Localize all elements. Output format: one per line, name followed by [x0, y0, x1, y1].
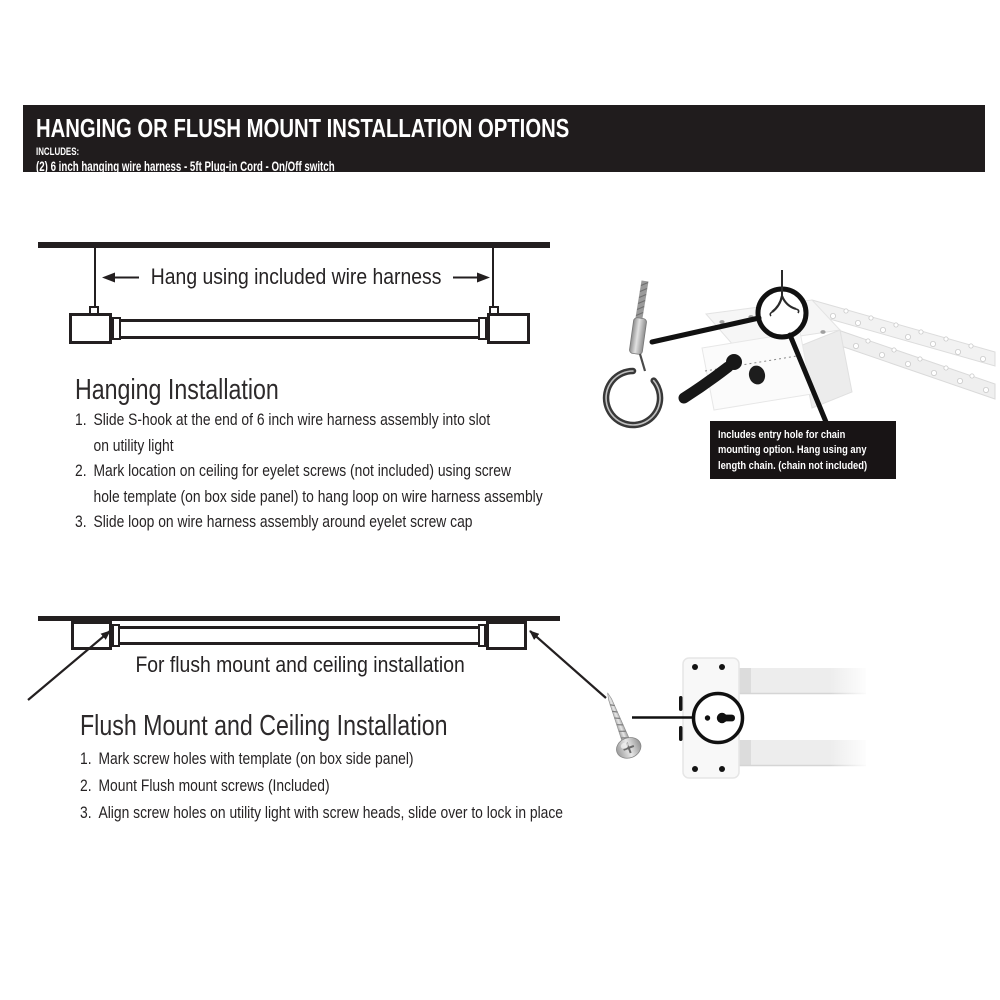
step-line: 2. Mark location on ceiling for eyelet screws (not included) using screw [75, 462, 512, 480]
step-line: 1. Slide S-hook at the end of 6 inch wire harness assembly into slot [75, 411, 491, 429]
step-line: 3. Slide loop on wire harness assembly around eyelet screw cap [75, 513, 473, 531]
flush-heading: Flush Mount and Ceiling Installation [80, 710, 448, 742]
ceiling-line-top [38, 242, 550, 248]
step-line: 3. Align screw holes on utility light with screw heads, slide over to lock in place [80, 804, 564, 822]
step-line: 2. Mount Flush mount screws (Included) [80, 777, 330, 795]
banner-includes-text: (2) 6 inch hanging wire harness - 5ft Plug-in Cord - On/Off switch [36, 159, 335, 174]
callout-line: length chain. (chain not included) [718, 459, 868, 472]
header-banner [23, 105, 985, 172]
fixture-tubes [738, 666, 870, 768]
hanging-diagram-label: Hang using included wire harness [150, 264, 442, 289]
flush-diagram-label: For flush mount and ceiling installation [135, 652, 465, 677]
flush-steps [80, 746, 655, 827]
hanging-steps [75, 408, 632, 536]
callout-line: mounting option. Hang using any [718, 444, 867, 457]
fixture-connector-right [478, 317, 487, 340]
chain-callout-box [710, 421, 896, 479]
hanging-wire-left [94, 248, 96, 307]
screw-illustration [596, 688, 644, 761]
step-line: on utility light [93, 436, 174, 455]
fixture-endcap-left [69, 313, 112, 344]
diagonal-arrow-left-icon [28, 631, 110, 700]
step-line: hole template (on box side panel) to hang loop on wire harness assembly [93, 487, 543, 506]
fixture-tube [121, 319, 478, 339]
flush-detail-illustration [595, 650, 895, 810]
fixture-endcap-right [487, 313, 530, 344]
banner-title: HANGING OR FLUSH MOUNT INSTALLATION OPTIONS [36, 113, 570, 143]
s-hook-illustration [606, 281, 660, 425]
hanging-wire-right [492, 248, 494, 307]
callout-line: Includes entry hole for chain [718, 429, 846, 441]
hanging-heading: Hanging Installation [75, 374, 279, 406]
fixture-connector-left [112, 317, 121, 340]
step-line: 1. Mark screw holes with template (on box side panel) [80, 750, 414, 768]
ceiling-line-bottom [38, 616, 560, 621]
banner-includes-label: INCLUDES: [36, 146, 80, 158]
